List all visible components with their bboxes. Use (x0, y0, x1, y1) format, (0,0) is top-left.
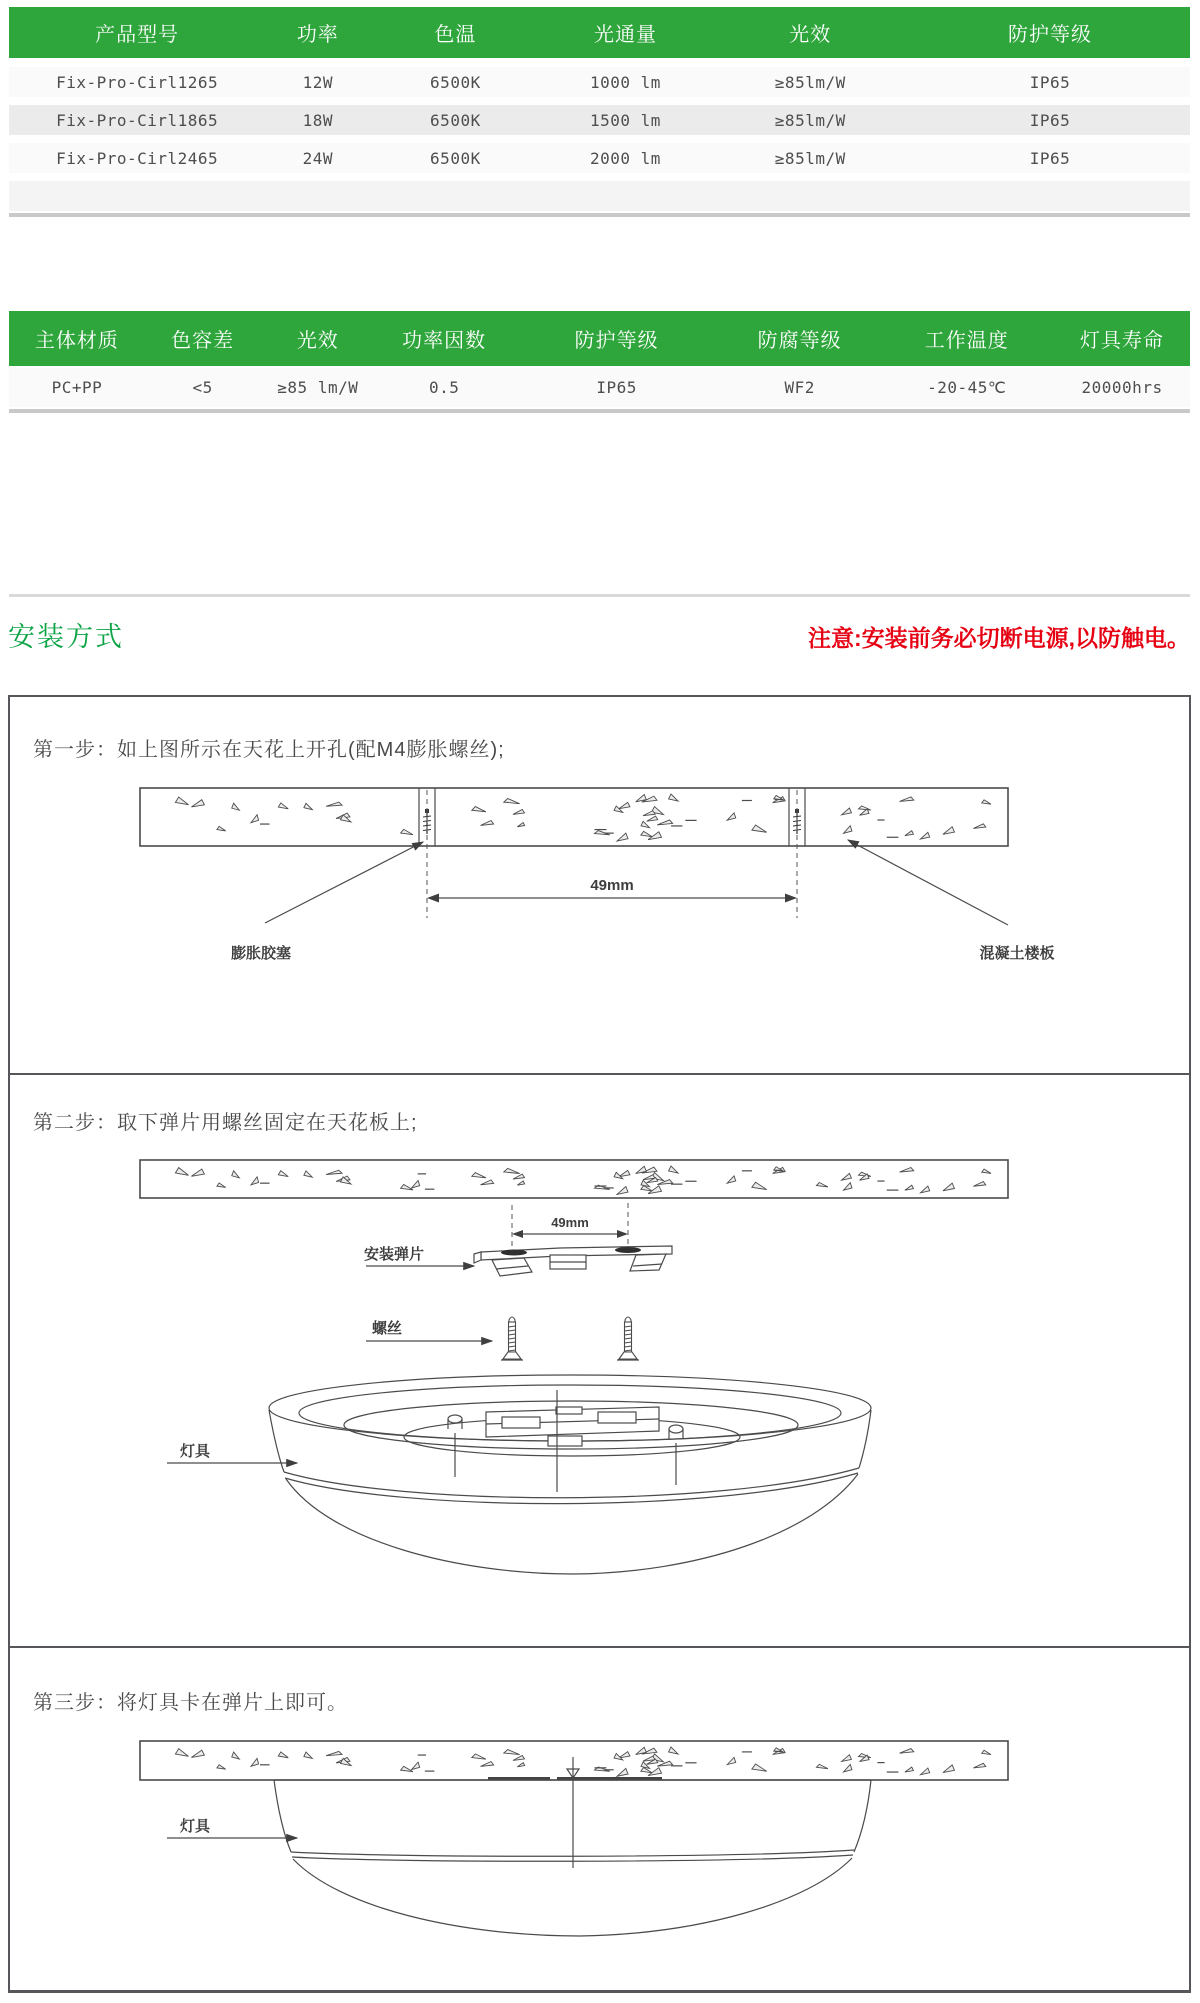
screw-drawings (501, 1317, 639, 1360)
table-row (9, 368, 1190, 407)
expansion-anchor-glyphs (423, 809, 801, 834)
lamp-label: 灯具 (179, 1818, 211, 1835)
column-header: 工作温度 (924, 330, 1009, 352)
table-cell: PC+PP (51, 378, 103, 397)
table-cell: 0.5 (428, 378, 460, 397)
anchor-plug-arrow (265, 842, 423, 923)
anchor-plug-label: 膨胀胶塞 (230, 945, 292, 962)
table-cell: 18W (302, 110, 334, 130)
step3-diagram (0, 1715, 1200, 1991)
screw-label: 螺丝 (371, 1320, 403, 1337)
table-cell: 6500K (430, 72, 481, 92)
table-cell: ≥85 lm/W (277, 378, 359, 397)
table-cell: 2000 lm (589, 148, 661, 168)
concrete-slab-label: 混凝土楼板 (979, 945, 1055, 962)
dim-label: 49mm (551, 1215, 589, 1230)
dim-label: 49mm (590, 877, 634, 894)
section-divider-line (9, 594, 1190, 597)
column-header: 功率 (296, 24, 339, 46)
table-header-row (9, 7, 1190, 58)
column-header: 功率因数 (402, 330, 487, 352)
table-cell: -20-45℃ (927, 378, 1007, 397)
ceiling-slab (140, 1160, 1008, 1198)
table-bottom-strip (9, 213, 1190, 217)
step2-instruction: 第二步：取下弹片用螺丝固定在天花板上; (33, 1112, 418, 1134)
table-cell: 6500K (430, 148, 481, 168)
install-section-title: 安装方式 (8, 622, 124, 652)
table-cell: 1500 lm (589, 110, 661, 130)
ceiling-slab (140, 788, 1008, 846)
column-header: 灯具寿命 (1080, 330, 1165, 352)
lamp-drawing (269, 1375, 871, 1574)
table-cell: ≥85lm/W (774, 110, 846, 130)
column-header: 色温 (434, 24, 477, 46)
table-row (9, 105, 1190, 135)
table-cell: IP65 (1029, 110, 1071, 130)
column-header: 主体材质 (34, 330, 119, 352)
column-header: 光通量 (593, 24, 657, 46)
table-cell: ≥85lm/W (774, 72, 846, 92)
table-cell: 12W (302, 72, 334, 92)
table-header-row (9, 311, 1190, 366)
table-row (9, 143, 1190, 173)
table-cell: WF2 (784, 378, 815, 397)
concrete-texture (175, 794, 991, 841)
column-header: 防腐等级 (757, 330, 842, 352)
step1-diagram (0, 760, 1200, 1060)
concrete-slab-arrow (848, 840, 1008, 925)
table-cell: 24W (302, 148, 334, 168)
column-header: 防护等级 (1008, 24, 1092, 46)
step1-instruction: 第一步：如上图所示在天花上开孔(配M4膨胀螺丝); (33, 739, 505, 761)
dimension-49mm (427, 877, 797, 903)
power-off-warning: 注意:安装前务必切断电源,以防触电。 (807, 625, 1190, 651)
column-header: 光效 (789, 24, 832, 46)
dimension-49mm (512, 1215, 628, 1238)
table-cell: IP65 (1029, 148, 1071, 168)
step-divider-1 (10, 1073, 1189, 1075)
table-bottom-strip (9, 409, 1190, 413)
concrete-texture (175, 1166, 991, 1194)
table-cell: 20000hrs (1081, 378, 1163, 397)
table-cell: <5 (192, 378, 213, 397)
column-header: 防护等级 (574, 330, 659, 352)
table-cell: Fix-Pro-Cirl1865 (56, 110, 219, 130)
lamp-mounted-drawing (274, 1757, 871, 1936)
column-header: 光效 (296, 330, 339, 352)
table-row (9, 67, 1190, 97)
step-divider-2 (10, 1646, 1189, 1648)
table-cell: 6500K (430, 110, 481, 130)
product-spec-table (9, 7, 1190, 217)
table-cell: IP65 (596, 378, 637, 397)
column-header: 产品型号 (95, 24, 180, 46)
lamp-label: 灯具 (179, 1443, 211, 1460)
empty-row (9, 181, 1190, 211)
table-cell: Fix-Pro-Cirl1265 (56, 72, 219, 92)
mounting-clip-drawing (474, 1246, 672, 1276)
table-cell: Fix-Pro-Cirl2465 (56, 148, 219, 168)
column-header: 色容差 (171, 330, 235, 352)
table-cell: IP65 (1029, 72, 1071, 92)
parameter-table (9, 311, 1190, 413)
concrete-texture (175, 1747, 991, 1776)
table-cell: ≥85lm/W (774, 148, 846, 168)
step3-instruction: 第三步：将灯具卡在弹片上即可。 (33, 1692, 348, 1714)
step2-diagram (0, 1140, 1200, 1640)
table-cell: 1000 lm (589, 72, 661, 92)
mounting-clip-label: 安装弹片 (363, 1246, 425, 1263)
